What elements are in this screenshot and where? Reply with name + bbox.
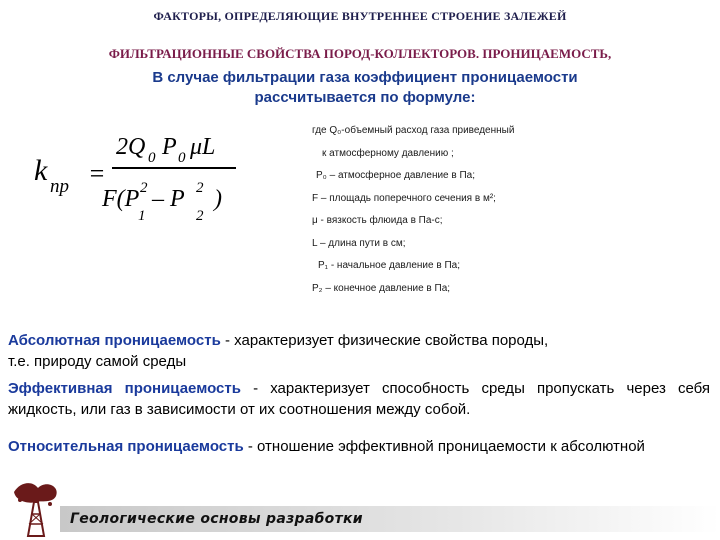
formula-den-sup-2b: 2 xyxy=(196,180,204,196)
legend-line: к атмосферному давлению ; xyxy=(322,147,454,159)
formula-k: k xyxy=(34,154,48,187)
formula-den-sup-2a: 2 xyxy=(140,180,148,196)
formula-den-sub-2: 2 xyxy=(196,208,204,224)
intro-text xyxy=(130,68,600,108)
legend-line: P₂ – конечное давление в Па; xyxy=(312,282,451,294)
legend-line: P₁ - начальное давление в Па; xyxy=(318,260,460,271)
formula-num-sub-0a: 0 xyxy=(148,150,156,166)
absolute-permeability-term: Абсолютная проницаемость xyxy=(8,332,221,349)
absolute-permeability-paragraph xyxy=(8,330,710,372)
effective-permeability-paragraph xyxy=(8,378,710,420)
formula-equals: = xyxy=(88,159,106,188)
permeability-formula xyxy=(30,120,310,230)
formula-den-minus-p: – P xyxy=(152,186,185,212)
intro-line-1: В случае фильтрации газа коэффициент проницаемости xyxy=(152,69,578,86)
intro-line-2: рассчитывается по формуле: xyxy=(254,89,476,106)
formula-num-sub-0b: 0 xyxy=(178,150,186,166)
formula-num-2q: 2Q xyxy=(116,134,146,160)
formula-num-p: P xyxy=(162,134,177,160)
legend-line: μ - вязкость флюида в Па-с; xyxy=(312,215,443,226)
legend-line: P₀ – атмосферное давление в Па; xyxy=(316,170,476,181)
legend-line: L – длина пути в см; xyxy=(312,237,406,249)
formula-num-mul: μL xyxy=(190,134,216,160)
relative-permeability-paragraph xyxy=(8,436,710,457)
effective-permeability-text: - характеризует способность среды пропускать через себя жидкость, или газ в зависимости от их соотношения между собой. xyxy=(8,380,711,418)
effective-permeability-term: Эффективная проницаемость xyxy=(8,380,241,397)
oil-derrick-icon xyxy=(6,478,66,538)
formula-den-f: F(P xyxy=(102,186,140,212)
absolute-permeability-text-2: т.е. природу самой среды xyxy=(8,353,187,370)
formula-k-subscript: пр xyxy=(50,176,69,197)
legend-line: где Q₀-объемный расход газа приведенный xyxy=(312,125,515,136)
page-title: ФАКТОРЫ, ОПРЕДЕЛЯЮЩИЕ ВНУТРЕННЕЕ СТРОЕНИЕ ЗАЛЕЖЕЙ xyxy=(153,9,567,23)
formula-den-close: ) xyxy=(214,186,222,212)
legend-line: F – площадь поперечного сечения в м²; xyxy=(312,192,496,204)
relative-permeability-term: Относительная проницаемость xyxy=(8,438,244,455)
relative-permeability-text: - отношение эффективной проницаемости к абсолютной xyxy=(243,438,645,455)
absolute-permeability-text: - характеризует физические свойства породы, xyxy=(220,332,549,349)
formula-legend xyxy=(312,124,602,304)
formula-den-sub-1: 1 xyxy=(138,208,146,224)
footer-text: Геологические основы разработки xyxy=(70,511,363,527)
section-subtitle: ФИЛЬТРАЦИОННЫЕ СВОЙСТВА ПОРОД-КОЛЛЕКТОРОВ. ПРОНИЦАЕМОСТЬ, xyxy=(108,46,612,61)
